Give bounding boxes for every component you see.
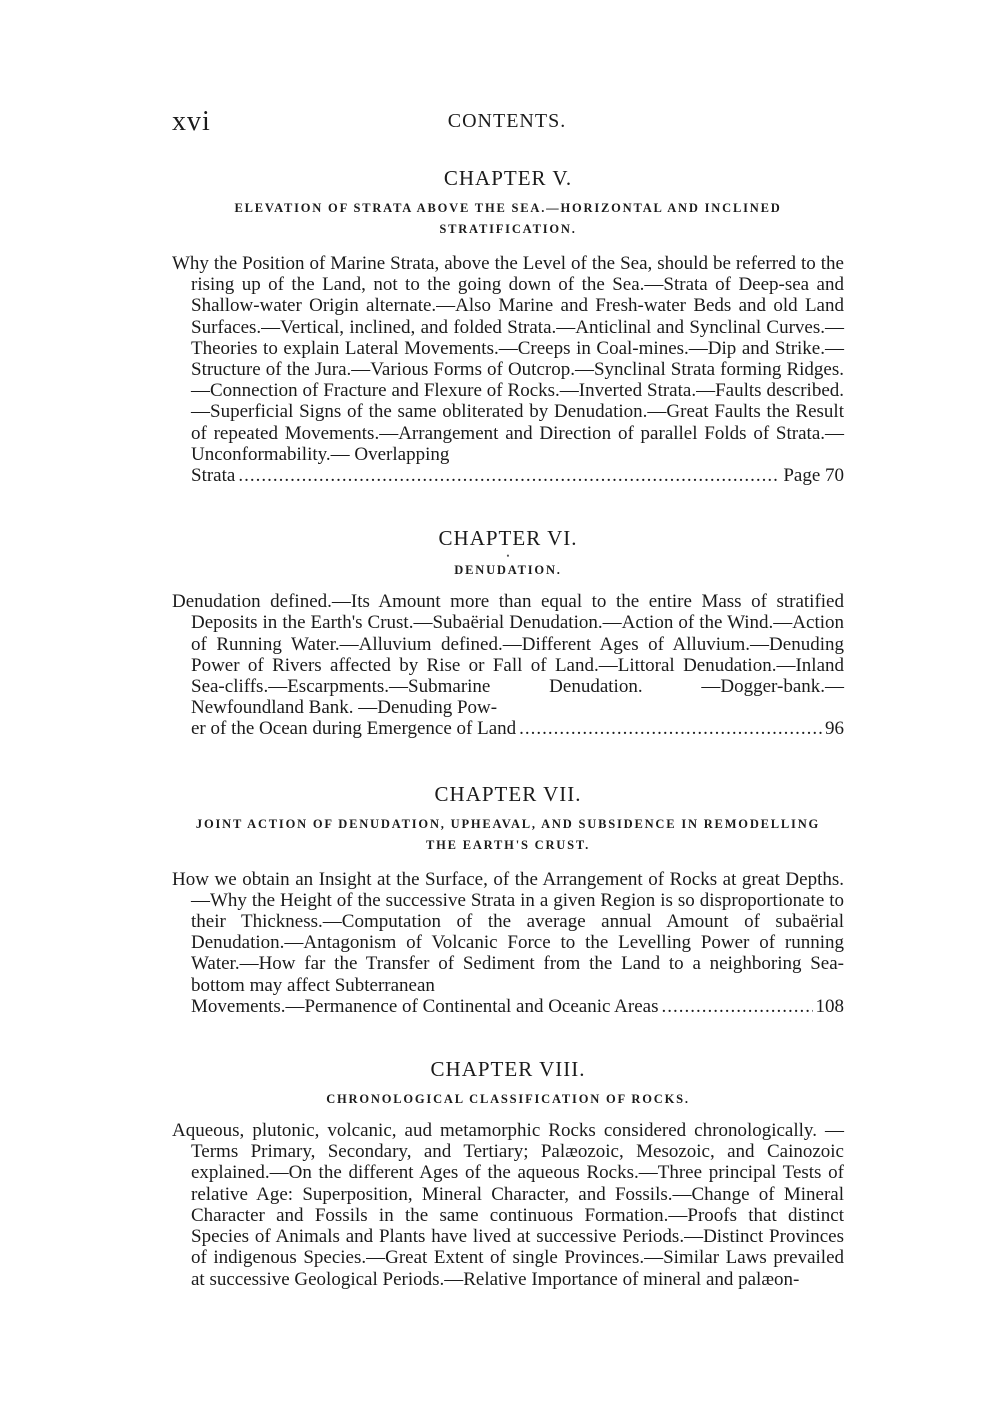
- page-reference-line: [172, 465, 844, 486]
- page-reference-line: [172, 718, 844, 739]
- summary-last-word: Movements.—Permanence of Continental and Oceanic Areas: [191, 995, 659, 1017]
- summary-last-word: Strata: [191, 465, 236, 487]
- page-reference-line: [172, 996, 844, 1017]
- chapter-heading: CHAPTER VII.: [434, 781, 582, 806]
- leader-dots: [238, 465, 780, 486]
- summary-last-word: er of the Ocean during Emergence of Land: [191, 718, 517, 740]
- chapter-summary: How we obtain an Insight at the Surface, of the Arrangement of Rocks at great Depths.—Why the Height of the successive Strata in a given Region is so disproportionate to their Thickness.—Computation of the average annual Amount of subaërial Denudation.—Antagonism of Volcanic Force to the Levelling Power of running Water.—How far the Transfer of Sediment from the Land to a neighboring Sea-bottom may affect Subterranean: [172, 868, 844, 996]
- chapter-heading: CHAPTER VI.: [438, 526, 578, 551]
- page-header: [172, 106, 842, 142]
- page-reference: Page 70: [783, 465, 844, 487]
- leader-dots: [519, 718, 822, 739]
- chapter-subtitle: DENUDATION.: [454, 563, 562, 578]
- chapter-subtitle: CHRONOLOGICAL CLASSIFICATION OF ROCKS.: [326, 1092, 690, 1107]
- contents-list: [172, 164, 844, 1290]
- printer-mark: •: [506, 551, 510, 562]
- chapter-summary: Aqueous, plutonic, volcanic, aud metamorphic Rocks considered chronologically. — Terms Primary, Secondary, and Tertiary; Palæozoic, Mesozoic, and Cainozoic explained.—On the different Ages of the aqueous Rocks.—Three principal Tests of relative Age: Superposition, Mineral Character, and Fossils.—Change of Mineral Character and Fossils in the same continuous Formation.—Proofs that distinct Species of Animals and Plants have lived at successive Periods.—Distinct Provinces of indigenous Species.—Great Extent of single Provinces.—Similar Laws prevailed at successive Geological Periods.—Relative Importance of mineral and palæon-: [172, 1120, 844, 1290]
- chapter-heading: CHAPTER V.: [443, 166, 573, 190]
- leader-dots: [661, 996, 812, 1017]
- chapter-summary: Why the Position of Marine Strata, above the Level of the Sea, should be referred to the rising up of the Land, not to the going down of the Sea.—Strata of Deep-sea and Shallow-water Origin alternate.—Also Marine and Fresh-water Beds and old Land Surfaces.—Vertical, inclined, and folded Strata.—Anticlinal and Synclinal Curves.—Theories to explain Lateral Movements.—Creeps in Coal-mines.—Dip and Strike.—Structure of the Jura.—Various Forms of Outcrop.—Synclinal Strata forming Ridges.—Connection of Fracture and Flexure of Rocks.—Inverted Strata.—Faults described.—Superficial Signs of the same obliterated by Denudation.—Great Faults the Result of repeated Movements.—Arrangement and Direction of parallel Folds of Strata.— Unconformability.— Overlapping: [172, 253, 844, 465]
- chapter-heading: CHAPTER VIII.: [430, 1057, 586, 1082]
- chapter-summary: Denudation defined.—Its Amount more than equal to the entire Mass of stratified Deposits in the Earth's Crust.—Subaërial Denudation.—Action of the Wind.—Action of Running Water.—Alluvium defined.—Different Ages of Alluvium.—Denuding Power of Rivers affected by Rise or Fall of Land.—Littoral Denudation.—Inland Sea-cliffs.—Escarpments.—Submarine Denudation. —Dogger-bank.—Newfoundland Bank. —Denuding Pow-: [172, 591, 844, 719]
- page-reference: 108: [815, 995, 844, 1017]
- chapter-subtitle: JOINT ACTION OF DENUDATION, UPHEAVAL, AND SUBSIDENCE IN REMODELLING THE EARTH'S CRUST.: [195, 816, 821, 852]
- page-reference: 96: [825, 718, 844, 740]
- chapter-entry-vii: [172, 780, 844, 1017]
- running-title: CONTENTS.: [447, 110, 567, 132]
- chapter-subtitle: ELEVATION OF STRATA ABOVE THE SEA.—HORIZONTAL AND INCLINED STRATIFICATION.: [234, 201, 782, 236]
- chapter-entry-v: [172, 164, 844, 486]
- page-number: xvi: [172, 106, 211, 137]
- chapter-entry-vi: [172, 524, 844, 739]
- chapter-entry-viii: [172, 1055, 844, 1290]
